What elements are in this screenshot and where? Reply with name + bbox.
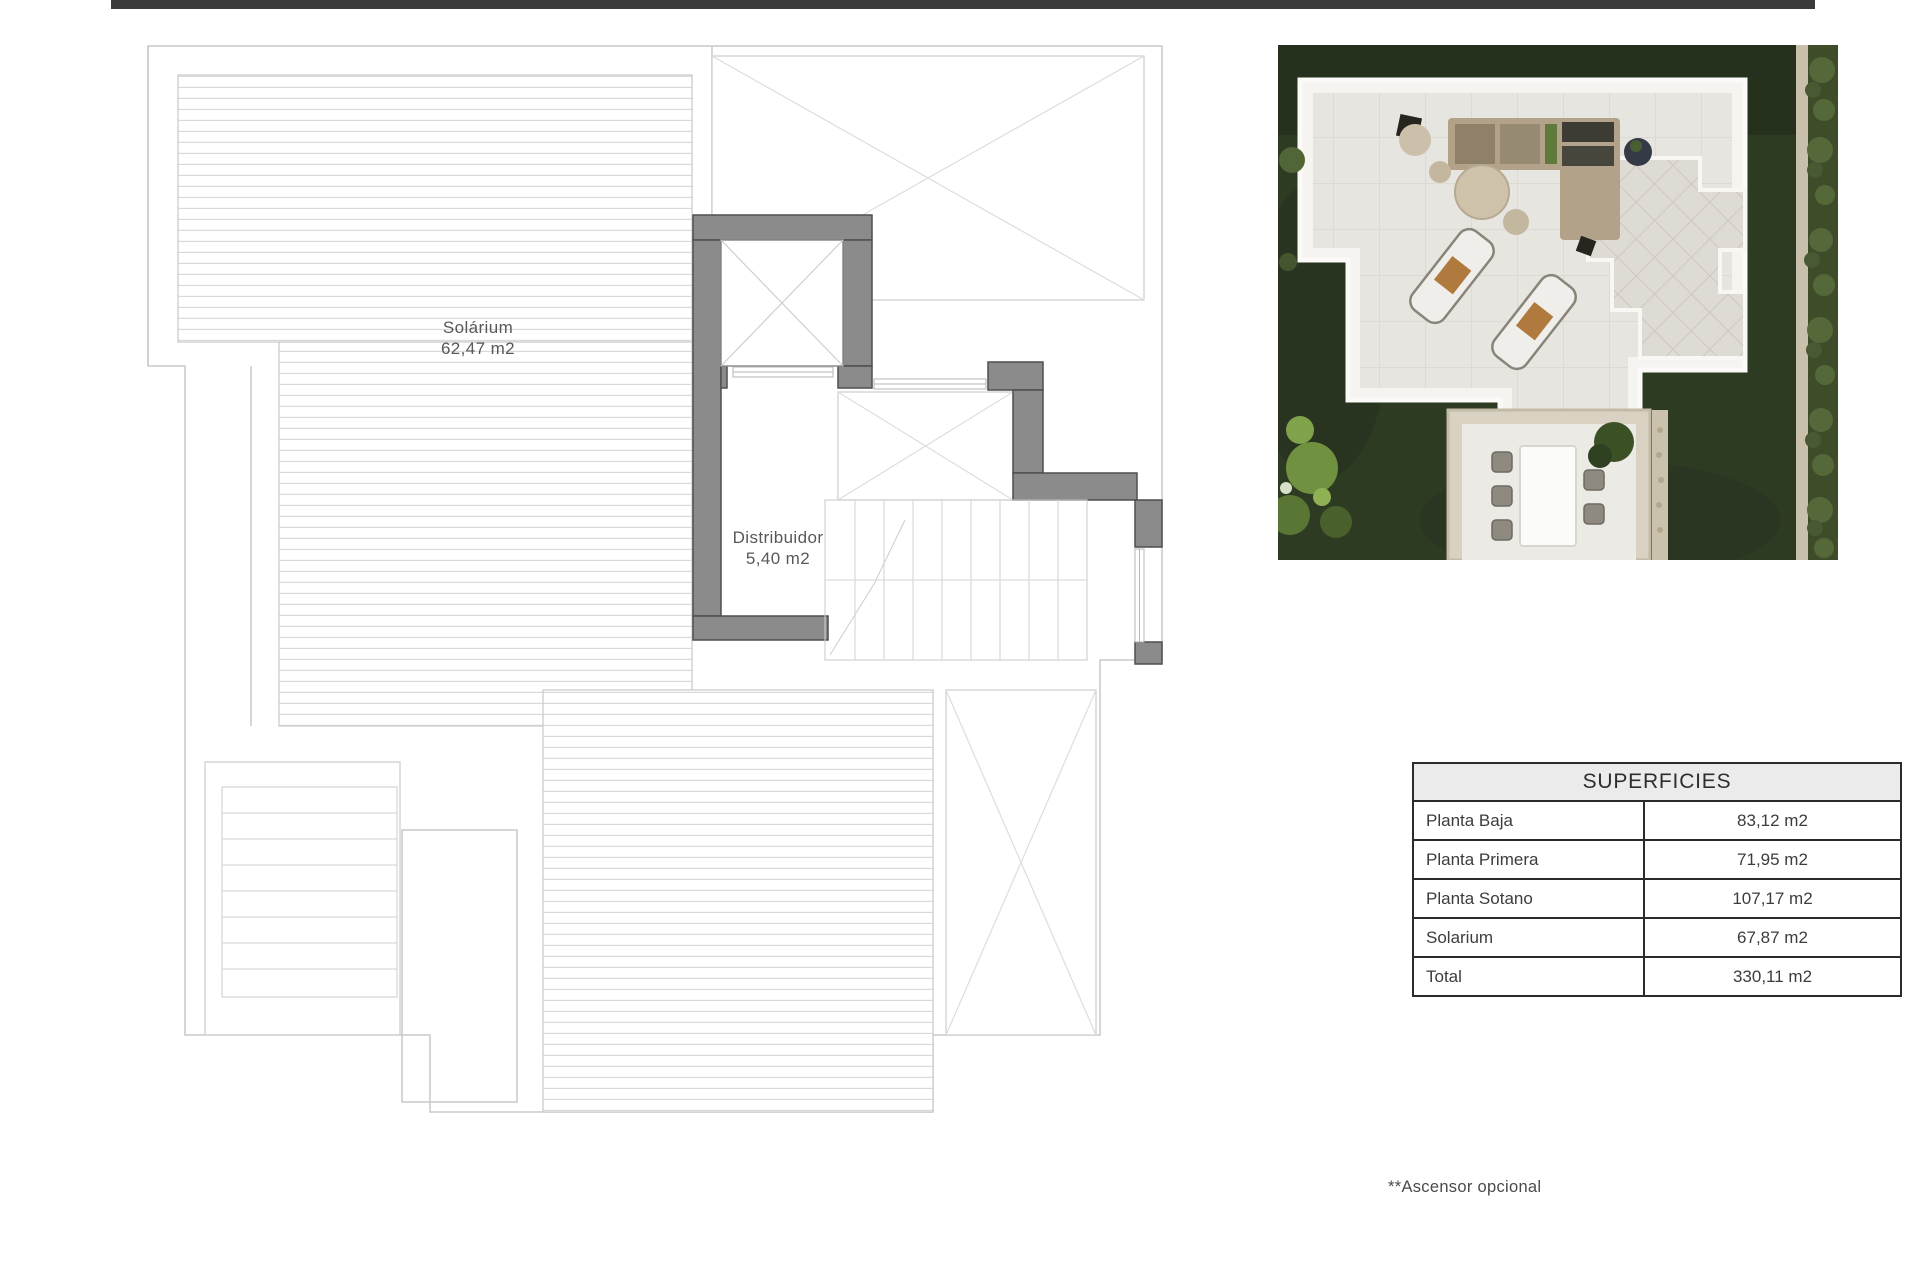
row-label: Planta Primera	[1413, 840, 1644, 879]
stairs-exterior	[222, 787, 397, 997]
row-label: Planta Baja	[1413, 801, 1644, 840]
row-value: 67,87 m2	[1644, 918, 1901, 957]
stairs-main	[825, 500, 1087, 660]
row-value: 107,17 m2	[1644, 879, 1901, 918]
table-row	[1413, 918, 1901, 957]
table-row	[1413, 801, 1901, 840]
room-area: 5,40 m2	[745, 549, 811, 568]
superficies-table	[1412, 762, 1902, 997]
room-name: Solárium	[442, 318, 514, 337]
elevator-cab	[721, 240, 843, 377]
table-row	[1413, 879, 1901, 918]
aerial-photo	[1250, 45, 1838, 580]
dining-patio	[1448, 410, 1668, 560]
row-label: Planta Sotano	[1413, 879, 1644, 918]
row-value: 83,12 m2	[1644, 801, 1901, 840]
room-name: Distribuidor	[732, 528, 824, 547]
row-label: Total	[1413, 957, 1644, 996]
room-area: 62,47 m2	[440, 339, 516, 358]
table-title: SUPERFICIES	[1413, 763, 1901, 801]
room-label-distribuidor	[733, 527, 824, 569]
row-value: 330,11 m2	[1644, 957, 1901, 996]
room-label-solarium	[441, 317, 515, 359]
row-value: 71,95 m2	[1644, 840, 1901, 879]
table-row	[1413, 840, 1901, 879]
row-label: Solarium	[1413, 918, 1644, 957]
table-row	[1413, 957, 1901, 996]
footnote-ascensor: **Ascensor opcional	[1388, 1178, 1542, 1196]
